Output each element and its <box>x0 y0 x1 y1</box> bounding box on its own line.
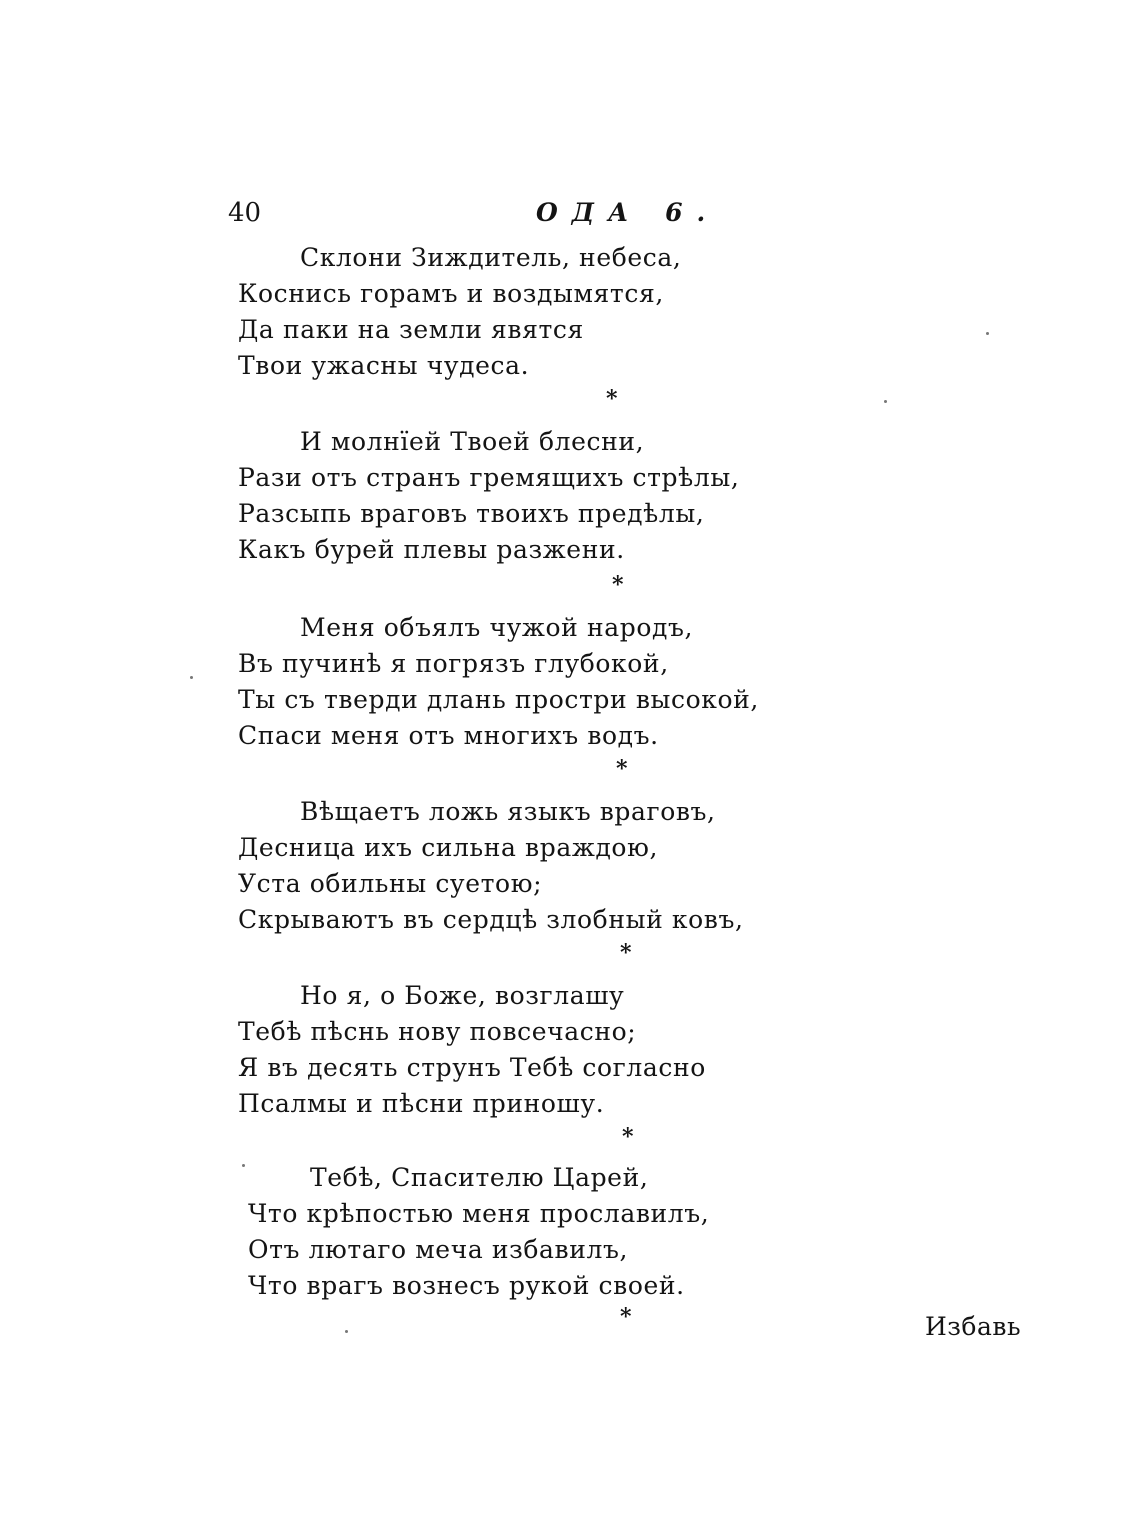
verse-line: Твои ужасны чудеса. <box>238 351 530 380</box>
verse-line: Но я, о Боже, возглашу <box>300 981 625 1010</box>
verse-line: Въ пучинѣ я погрязъ глубокой, <box>238 649 669 678</box>
verse-line: Склони Зиждитель, небеса, <box>300 243 682 272</box>
stanza <box>238 424 838 568</box>
paper-speck <box>242 1164 245 1167</box>
verse-line: Коснись горамъ и воздымятся, <box>238 279 664 308</box>
stanza-separator: * <box>612 572 624 598</box>
verse-line: Десница ихъ сильна враждою, <box>238 833 658 862</box>
page-header <box>228 198 728 238</box>
verse-line: Да паки на земли явятся <box>238 315 584 344</box>
verse-line: Рази отъ странъ гремящихъ стрѣлы, <box>238 463 740 492</box>
verse-line: Спаси меня отъ многихъ водъ. <box>238 721 659 750</box>
verse-line: Тебѣ, Спасителю Царей, <box>310 1163 649 1192</box>
page-number: 40 <box>228 198 262 228</box>
stanza <box>248 1160 848 1304</box>
stanza <box>238 610 838 754</box>
stanza-separator: * <box>616 756 628 782</box>
verse-line: Меня объялъ чужой народъ, <box>300 613 694 642</box>
stanza <box>238 794 838 938</box>
running-title: ОДА 6. <box>536 198 720 227</box>
verse-line: И молнїей Твоей блесни, <box>300 427 645 456</box>
paper-speck <box>884 400 887 403</box>
verse-line: Какъ бурей плевы разжени. <box>238 535 625 564</box>
paper-speck <box>345 1330 348 1333</box>
paper-speck <box>986 332 989 335</box>
verse-line: Отъ лютаго меча избавилъ, <box>248 1235 629 1264</box>
verse-line: Ты съ тверди длань простри высокой, <box>238 685 759 714</box>
verse-line: Скрываютъ въ сердцѣ злобный ковъ, <box>238 905 744 934</box>
verse-line: Что врагъ вознесъ рукой своей. <box>248 1271 685 1300</box>
stanza-separator: * <box>606 386 618 412</box>
verse-line: Что крѣпостью меня прославилъ, <box>248 1199 710 1228</box>
catchword: Избавь <box>925 1312 1022 1341</box>
stanza-separator: * <box>620 1304 632 1330</box>
verse-line: Псалмы и пѣсни приношу. <box>238 1089 605 1118</box>
stanza-separator: * <box>620 940 632 966</box>
verse-line: Разсыпь враговъ твоихъ предѣлы, <box>238 499 705 528</box>
verse-line: Уста обильны суетою; <box>238 869 543 898</box>
stanza <box>238 240 838 384</box>
stanza-separator: * <box>622 1124 634 1150</box>
verse-line: Я въ десять струнъ Тебѣ согласно <box>238 1053 706 1082</box>
stanza <box>238 978 838 1122</box>
paper-speck <box>190 676 193 679</box>
verse-line: Вѣщаетъ ложь языкъ враговъ, <box>300 797 716 826</box>
verse-line: Тебѣ пѣснь нову повсечасно; <box>238 1017 637 1046</box>
